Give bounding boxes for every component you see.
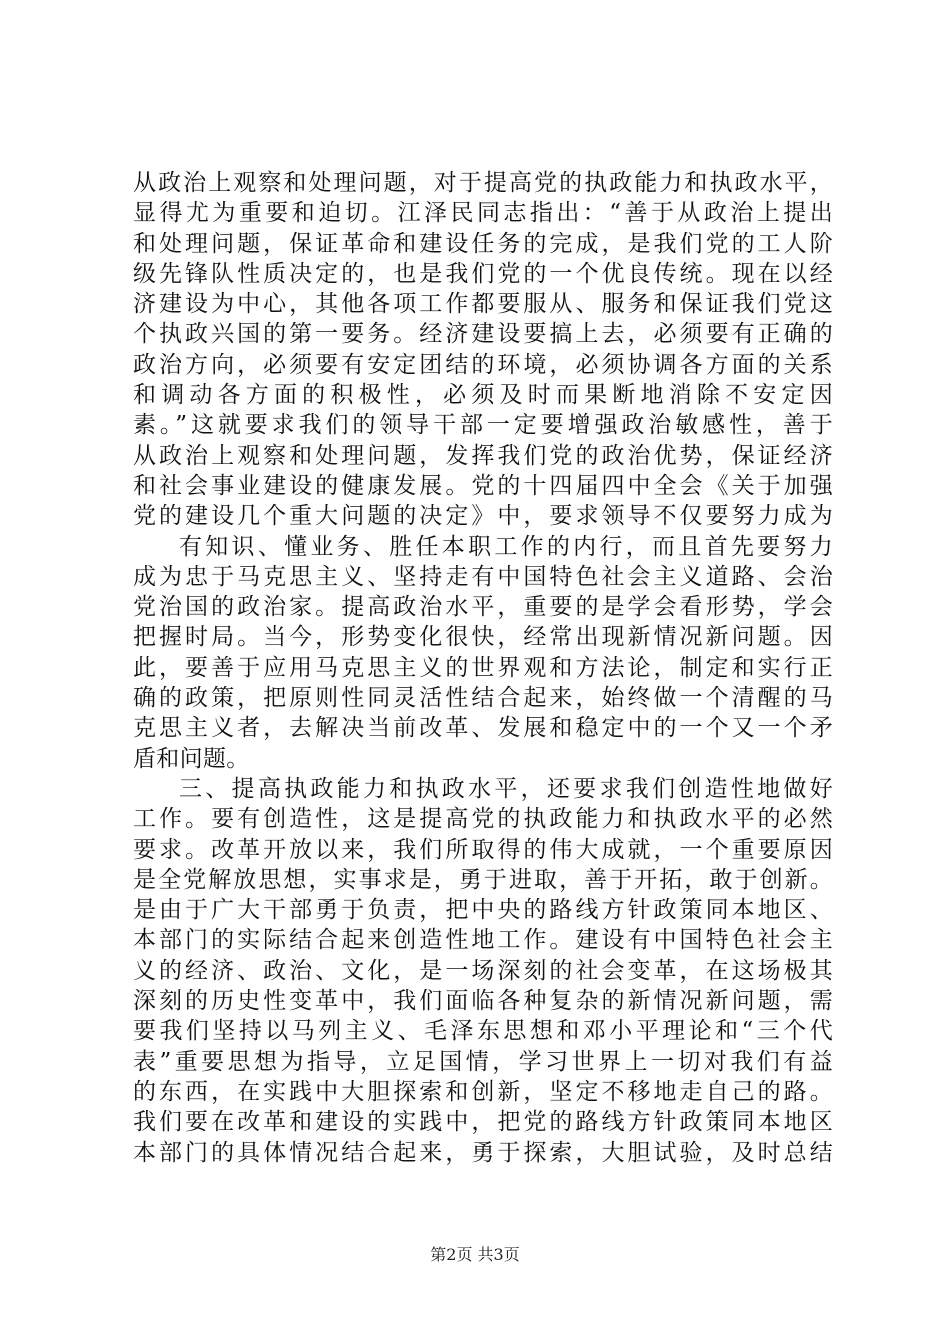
text-line: 政治方向，必须要有安定团结的环境，必须协调各方面的关系 <box>133 351 833 378</box>
text-line: 确的政策，把原则性同灵活性结合起来，始终做一个清醒的马 <box>133 685 833 712</box>
text-line: 义的经济、政治、文化，是一场深刻的社会变革，在这场极其 <box>133 957 833 984</box>
text-line: 和处理问题，保证革命和建设任务的完成，是我们党的工人阶 <box>133 230 833 257</box>
text-line: 工作。要有创造性，这是提高党的执政能力和执政水平的必然 <box>133 806 833 833</box>
text-line: 显得尤为重要和迫切。江泽民同志指出：“善于从政治上提出 <box>133 200 833 227</box>
text-line: 的东西，在实践中大胆探索和创新，坚定不移地走自己的路。 <box>133 1078 833 1105</box>
text-line: 党的建设几个重大问题的决定》中，要求领导不仅要努力成为 <box>133 503 833 530</box>
text-line: 表”重要思想为指导，立足国情，学习世界上一切对我们有益 <box>133 1048 833 1075</box>
text-line: 我们要在改革和建设的实践中，把党的路线方针政策同本地区 <box>133 1109 833 1136</box>
text-line: 要我们坚持以马列主义、毛泽东思想和邓小平理论和“三个代 <box>133 1018 833 1045</box>
text-line: 有知识、懂业务、胜任本职工作的内行，而且首先要努力 <box>179 533 833 560</box>
text-line: 三、提高执政能力和执政水平，还要求我们创造性地做好 <box>179 775 833 802</box>
text-line: 从政治上观察和处理问题，对于提高党的执政能力和执政水平， <box>133 170 833 196</box>
text-line: 要求。改革开放以来，我们所取得的伟大成就，一个重要原因 <box>133 836 833 863</box>
text-line: 素。”这就要求我们的领导干部一定要增强政治敏感性，善于 <box>133 412 833 439</box>
text-line: 把握时局。当今，形势变化很快，经常出现新情况新问题。因 <box>133 624 833 651</box>
text-line: 和调动各方面的积极性，必须及时而果断地消除不安定因 <box>133 382 833 409</box>
text-line: 是由于广大干部勇于负责，把中央的路线方针政策同本地区、 <box>133 897 833 924</box>
text-line: 此，要善于应用马克思主义的世界观和方法论，制定和实行正 <box>133 654 833 681</box>
text-line: 成为忠于马克思主义、坚持走有中国特色社会主义道路、会治 <box>133 563 833 590</box>
text-line: 本部门的实际结合起来创造性地工作。建设有中国特色社会主 <box>133 927 833 954</box>
text-line: 克思主义者，去解决当前改革、发展和稳定中的一个又一个矛 <box>133 715 833 742</box>
text-line: 深刻的历史性变革中，我们面临各种复杂的新情况新问题，需 <box>133 988 833 1015</box>
text-line: 盾和问题。 <box>133 745 250 772</box>
body-text <box>133 168 833 1168</box>
text-line: 是全党解放思想，实事求是，勇于进取，善于开拓，敢于创新。 <box>133 866 833 893</box>
text-line: 本部门的具体情况结合起来，勇于探索，大胆试验，及时总结 <box>133 1139 833 1166</box>
text-line: 党治国的政治家。提高政治水平，重要的是学会看形势，学会 <box>133 594 833 621</box>
page-number-label: 第2页 共3页 <box>430 1245 520 1264</box>
text-line: 从政治上观察和处理问题，发挥我们党的政治优势，保证经济 <box>133 442 833 469</box>
text-line: 个执政兴国的第一要务。经济建设要搞上去，必须要有正确的 <box>133 321 833 348</box>
text-line: 和社会事业建设的健康发展。党的十四届四中全会《关于加强 <box>133 472 833 499</box>
page-footer <box>0 1245 950 1265</box>
text-line: 济建设为中心，其他各项工作都要服从、服务和保证我们党这 <box>133 291 833 318</box>
text-line: 级先锋队性质决定的，也是我们党的一个优良传统。现在以经 <box>133 260 833 287</box>
